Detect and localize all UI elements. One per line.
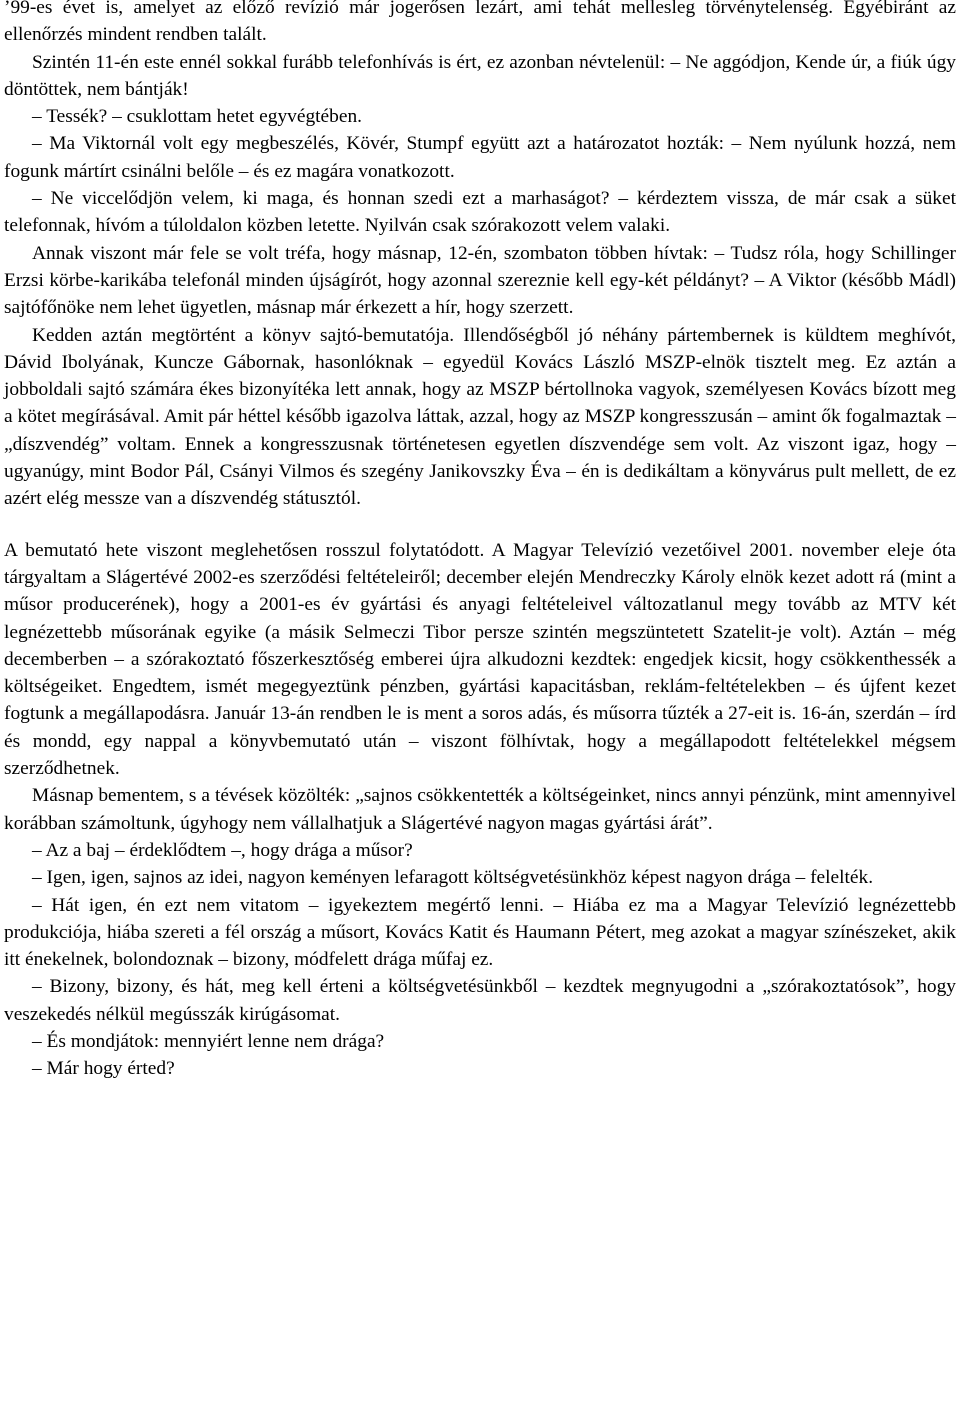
paragraph: Kedden aztán megtörtént a könyv sajtó-bemutatója. Illendőségből jó néhány pártembernek is küldtem meghívót, Dávid Ibolyának, Kuncze Gábornak, hasonlóknak – egyedül Kovács László MSZP-elnök tisztelt meg. Ez aztán a jobboldali sajtó számára ékes bizonyítéka lett annak, hogy az MSZP bértollnoka vagyok, személyesen Kovács bízott meg a kötet megírásával. Amit pár héttel később igazolva láttak, azzal, hogy az MSZP kongresszusán – amint ők fogalmaztak – „díszvendég” voltam. Ennek a kongresszusnak történetesen egyetlen díszvendége sem volt. Az viszont igaz, hogy – ugyanúgy, mint Bodor Pál, Csányi Vilmos és szegény Janikovszky Éva – én is dedikáltam a könyvárus pult mellett, de ez azért elég messze van a díszvendég státusztól.: [4, 324, 956, 510]
dialogue-line: – Már hogy érted?: [32, 1058, 175, 1080]
paragraph: – Ne viccelődjön velem, ki maga, és honnan szedi ezt a marhaságot? – kérdeztem vissza, de már csak a süket telefonnak, hívóm a túloldalon közben letette. Nyilván csak szórakozott velem valaki.: [4, 188, 956, 237]
paragraph: Másnap bementem, s a tévések közölték: „sajnos csökkentették a költségeinket, nincs annyi pénzünk, mint amennyivel korábban számoltunk, úgyhogy nem vállalhatjuk a Slágertévé nagyon magas gyártási árát”.: [4, 785, 956, 834]
paragraph: – Ma Viktornál volt egy megbeszélés, Kövér, Stumpf együtt azt a határozatot hozták: – Nem nyúlunk hozzá, nem fogunk mártírt csinálni belőle – és ez magára vonatkozott.: [4, 133, 956, 182]
paragraph: ’99-es évet is, amelyet az előző revízió már jogerősen lezárt, ami tehát mellesleg törvénytelenség. Egyébiránt az ellenőrzés mindent rendben talált.: [4, 0, 956, 46]
paragraph: Szintén 11-én este ennél sokkal furább telefonhívás is ért, ez azonban névtelenül: – Ne aggódjon, Kende úr, a fiúk úgy döntöttek, nem bántják!: [4, 51, 956, 100]
paragraph-gap: [4, 513, 956, 537]
dialogue-line: – Bizony, bizony, és hát, meg kell érteni a költségvetésünkből – kezdtek megnyugodni a „szórakoztatósok”, hogy veszekedés nélkül megússzák kirúgásomat.: [4, 976, 956, 1025]
dialogue-line: – Igen, igen, sajnos az idei, nagyon keményen lefaragott költségvetésünkhöz képest nagyon drága – felelték.: [32, 867, 874, 889]
paragraph: – Tessék? – csuklottam hetet egyvégtében.: [32, 106, 362, 128]
paragraph: A bemutató hete viszont meglehetősen rosszul folytatódott. A Magyar Televízió vezetőivel 2001. november eleje óta tárgyaltam a Slágertévé 2002-es szerződési feltételeiről; december elején Mendreczky Károly elnök kezet adott rá (mint a műsor producerének), hogy a 2001-es év gyártási és anyagi feltételeivel változatlanul megy tovább az MTV két legnézettebb műsorának egyike (a másik Selmeczi Tibor persze szintén megszüntetett Szatelit-je volt). Aztán – még decemberben – a szórakoztató főszerkesztőség emberei újra alkudozni kezdtek: engedjek kicsit, hogy csökkenthessék a költségeiket. Engedtem, ismét megegyeztünk pénzben, gyártási kapacitásban, reklám-feltételekben – és újfent kezet fogtunk a megállapodásra. Január 13-án rendben le is ment a soros adás, és műsorra tűzték a 27-eit is. 16-án, szerdán – írd és mondd, egy nappal a könyvbemutató után – viszont fölhívtak, hogy a megállapodott feltételekkel mégsem szerződhetnek.: [4, 539, 956, 780]
dialogue-line: – És mondjátok: mennyiért lenne nem drága?: [32, 1030, 385, 1052]
body-text: [4, 0, 956, 1083]
paragraph: Annak viszont már fele se volt tréfa, hogy másnap, 12-én, szombaton többen hívtak: – Tudsz róla, hogy Schillinger Erzsi körbe-karikába telefonál minden újságírót, hogy azonnal szereznie kell egy-két példányt? – A Viktor (később Mádl) sajtófőnöke nem lehet ügyetlen, másnap már érkezett a hír, hogy szerzett.: [4, 242, 956, 319]
dialogue-line: – Hát igen, én ezt nem vitatom – igyekeztem megértő lenni. – Hiába ez ma a Magyar Televízió legnézettebb produkciója, hiába szereti a fél ország a műsort, Kovács Katit és Haumann Pétert, meg azokat a magyar színészeket, akik itt énekelnek, bolondoznak – bizony, módfelett drága műfaj ez.: [4, 894, 956, 971]
dialogue-line: – Az a baj – érdeklődtem –, hogy drága a műsor?: [32, 839, 413, 861]
